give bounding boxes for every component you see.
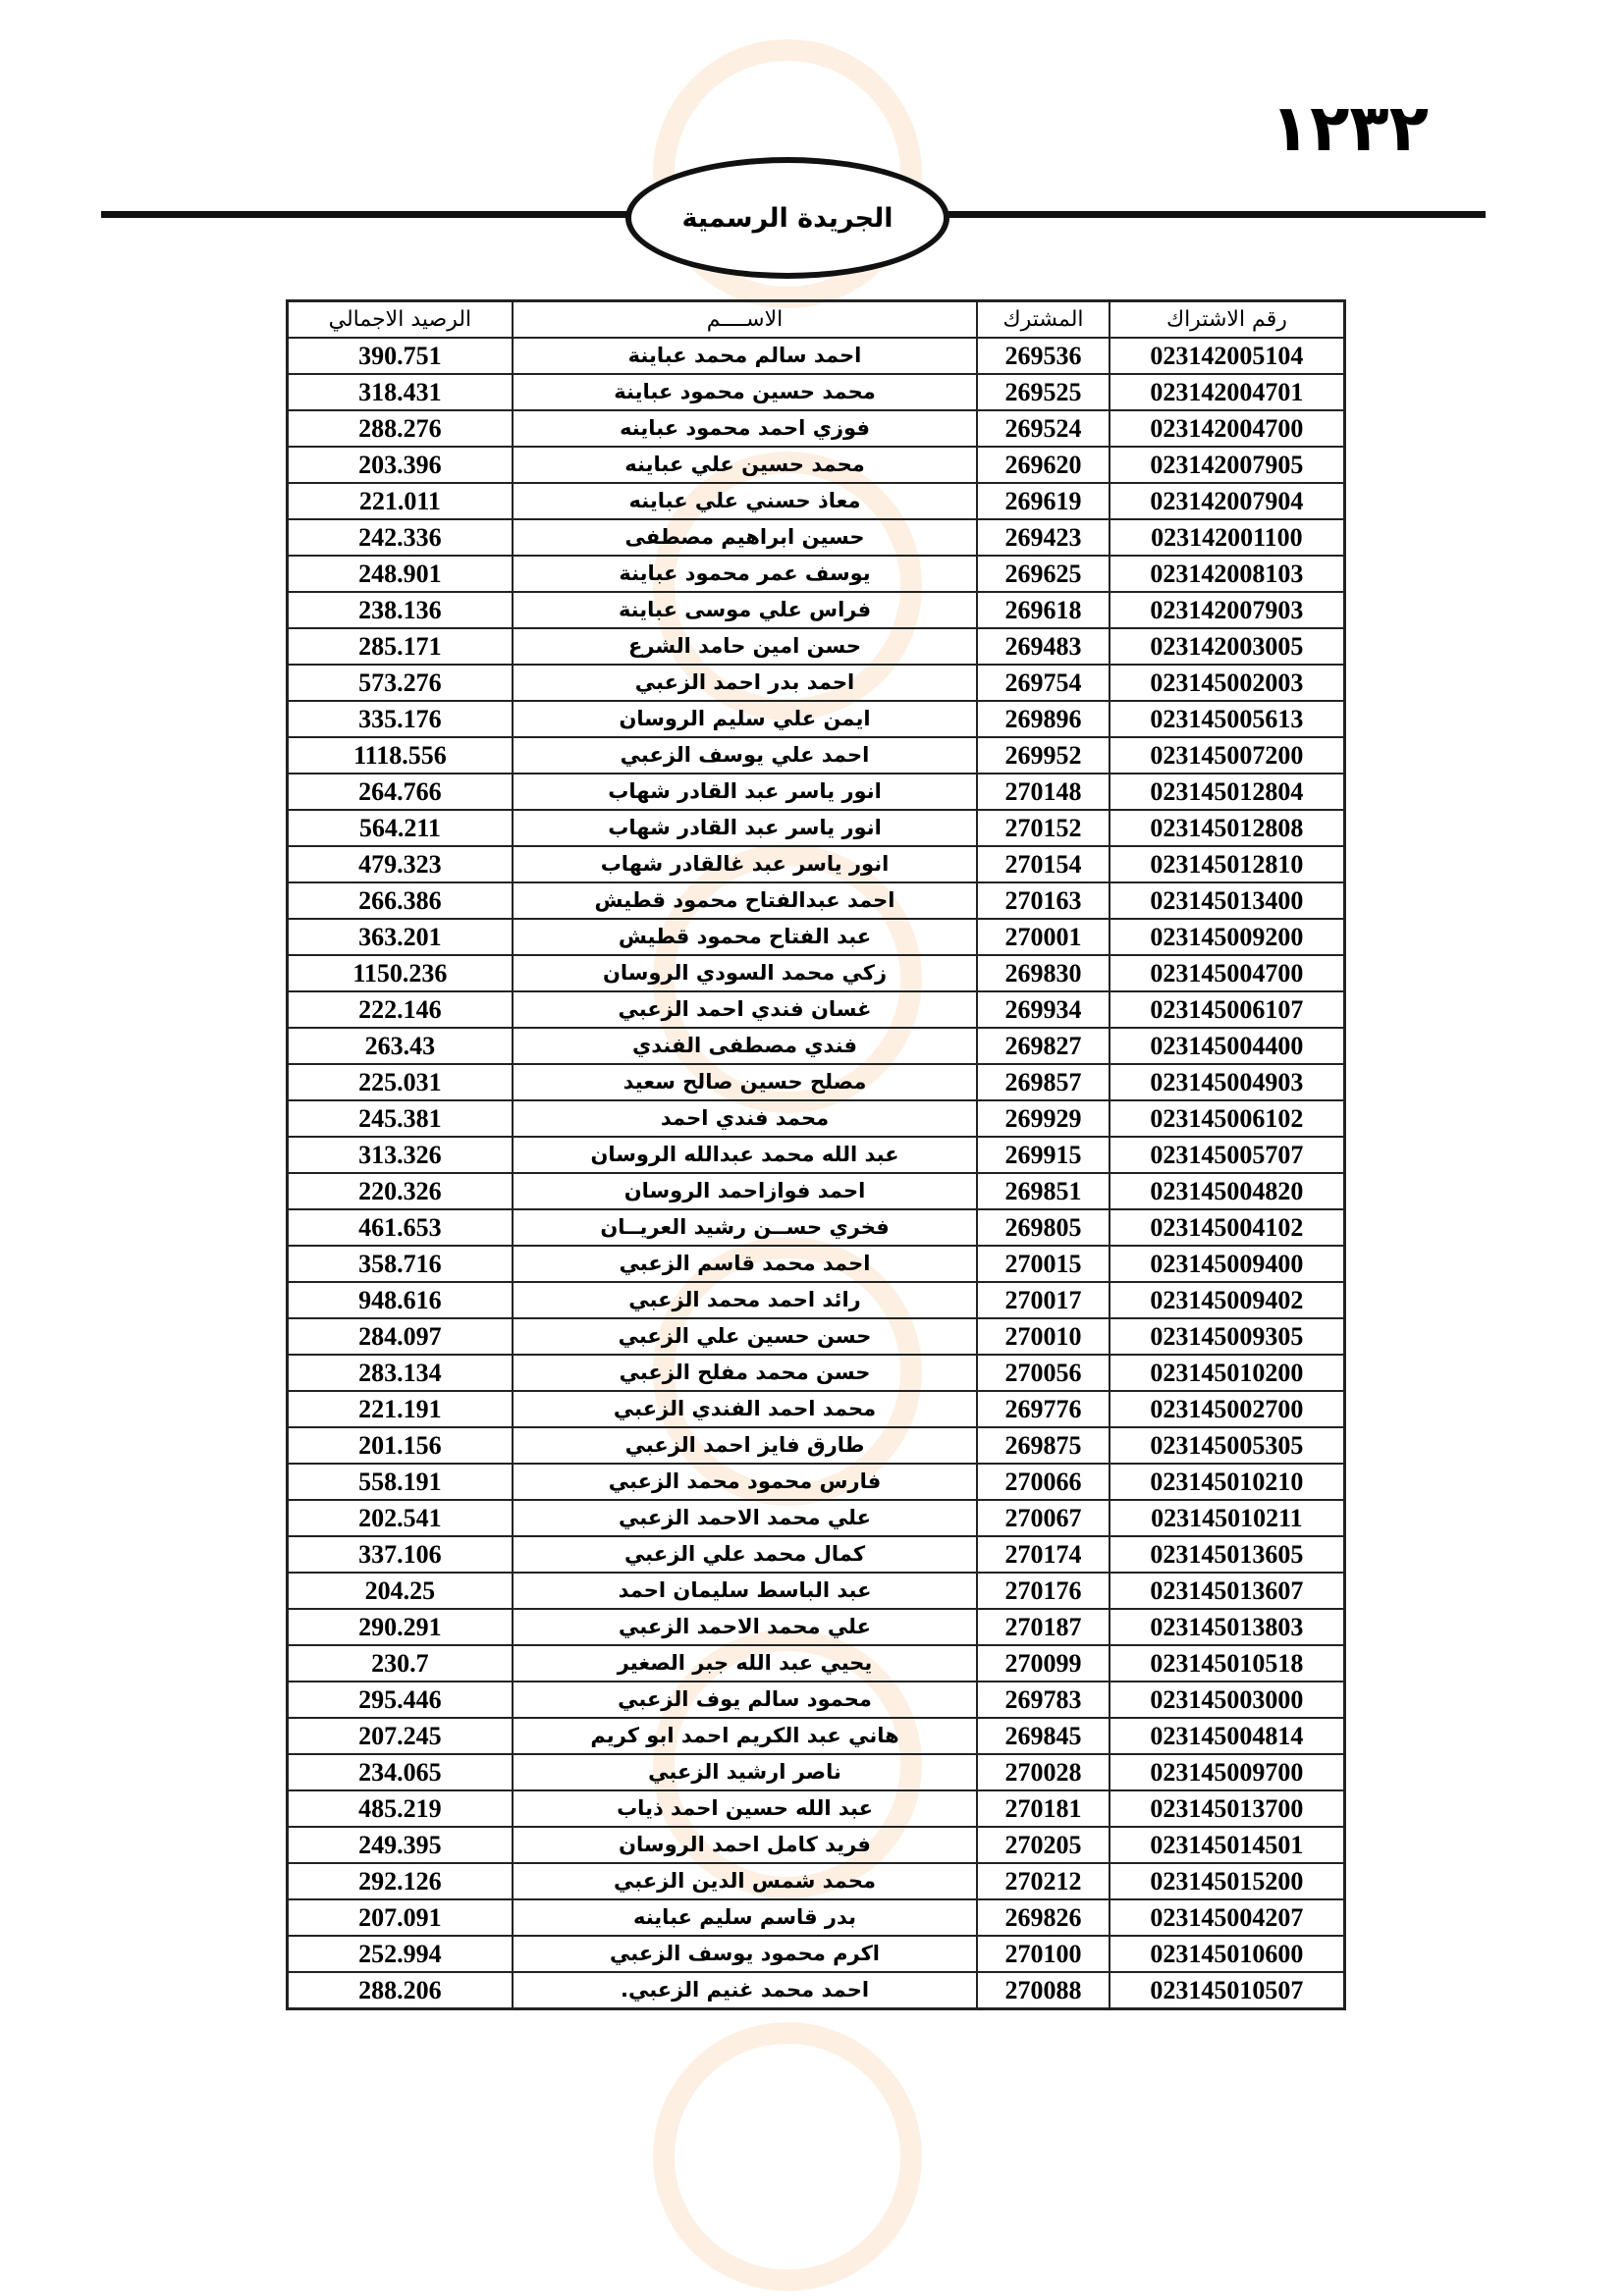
- account-number-cell: 023145013803: [1110, 1609, 1344, 1645]
- subscriber-cell: 269783: [977, 1682, 1110, 1718]
- table-row: [288, 556, 1344, 592]
- name-cell: محمود سالم يوف الزعبي: [513, 1682, 977, 1718]
- name-cell: يوسف عمر محمود عباينة: [513, 556, 977, 592]
- account-number-cell: 023145010210: [1110, 1464, 1344, 1500]
- name-cell: فوزي احمد محمود عباينه: [513, 410, 977, 447]
- subscriber-cell: 270099: [977, 1645, 1110, 1682]
- account-number-cell: 023145004814: [1110, 1718, 1344, 1754]
- table-row: [288, 1464, 1344, 1500]
- name-cell: عبد الله محمد عبدالله الروسان: [513, 1137, 977, 1173]
- name-cell: فندي مصطفى الفندي: [513, 1028, 977, 1064]
- balance-cell: 222.146: [288, 991, 513, 1028]
- table-row: [288, 955, 1344, 991]
- balance-cell: 288.276: [288, 410, 513, 447]
- balance-cell: 564.211: [288, 810, 513, 846]
- balance-cell: 204.25: [288, 1573, 513, 1609]
- account-number-cell: 023145003000: [1110, 1682, 1344, 1718]
- table-row: [288, 1972, 1344, 2008]
- balance-cell: 292.126: [288, 1863, 513, 1899]
- account-number-cell: 023142004700: [1110, 410, 1344, 447]
- account-number-cell: 023145004400: [1110, 1028, 1344, 1064]
- subscriber-cell: 270181: [977, 1790, 1110, 1827]
- account-number-cell: 023145004102: [1110, 1209, 1344, 1246]
- name-cell: احمد محمد قاسم الزعبي: [513, 1246, 977, 1282]
- balance-cell: 363.201: [288, 919, 513, 955]
- table-row: [288, 338, 1344, 374]
- balance-cell: 201.156: [288, 1427, 513, 1464]
- name-cell: احمد عبدالفتاح محمود قطيش: [513, 882, 977, 919]
- account-number-cell: 023145006102: [1110, 1100, 1344, 1137]
- account-number-cell: 023142001100: [1110, 519, 1344, 556]
- subscriber-cell: 269524: [977, 410, 1110, 447]
- name-cell: كمال محمد علي الزعبي: [513, 1536, 977, 1573]
- balance-cell: 295.446: [288, 1682, 513, 1718]
- account-number-cell: 023142008103: [1110, 556, 1344, 592]
- table-row: [288, 665, 1344, 701]
- balance-cell: 238.136: [288, 592, 513, 628]
- balance-cell: 263.43: [288, 1028, 513, 1064]
- balance-cell: 207.245: [288, 1718, 513, 1754]
- account-number-cell: 023145010518: [1110, 1645, 1344, 1682]
- subscriber-cell: 269754: [977, 665, 1110, 701]
- name-cell: انور ياسر عبد القادر شهاب: [513, 810, 977, 846]
- subscriber-cell: 269620: [977, 447, 1110, 483]
- name-cell: حسن امين حامد الشرع: [513, 628, 977, 665]
- name-cell: محمد حسين علي عباينه: [513, 447, 977, 483]
- subscriber-cell: 269525: [977, 374, 1110, 410]
- account-number-cell: 023145012808: [1110, 810, 1344, 846]
- name-cell: اكرم محمود يوسف الزعبي: [513, 1936, 977, 1972]
- name-cell: احمد سالم محمد عباينة: [513, 338, 977, 374]
- balance-cell: 207.091: [288, 1899, 513, 1936]
- subscriber-cell: 269536: [977, 338, 1110, 374]
- table-row: [288, 882, 1344, 919]
- subscriber-cell: 269857: [977, 1064, 1110, 1100]
- watermark-clock-icon: [653, 2022, 922, 2291]
- name-cell: حسين ابراهيم مصطفى: [513, 519, 977, 556]
- subscriber-cell: 270010: [977, 1318, 1110, 1355]
- name-cell: معاذ حسني علي عباينه: [513, 483, 977, 519]
- balance-cell: 558.191: [288, 1464, 513, 1500]
- table-row: [288, 1282, 1344, 1318]
- balance-cell: 573.276: [288, 665, 513, 701]
- balance-cell: 390.751: [288, 338, 513, 374]
- subscriber-cell: 269851: [977, 1173, 1110, 1209]
- name-cell: يحيي عبد الله جبر الصغير: [513, 1645, 977, 1682]
- account-number-cell: 023142007905: [1110, 447, 1344, 483]
- name-cell: احمد محمد غنيم الزعبي.: [513, 1972, 977, 2008]
- balance-cell: 249.395: [288, 1827, 513, 1863]
- table-row: [288, 919, 1344, 955]
- account-number-cell: 023145015200: [1110, 1863, 1344, 1899]
- subscriber-cell: 270148: [977, 774, 1110, 810]
- account-number-cell: 023145005305: [1110, 1427, 1344, 1464]
- account-number-cell: 023142004701: [1110, 374, 1344, 410]
- account-number-cell: 023145009402: [1110, 1282, 1344, 1318]
- table-row: [288, 1754, 1344, 1790]
- name-cell: مصلح حسين صالح سعيد: [513, 1064, 977, 1100]
- balance-cell: 283.134: [288, 1355, 513, 1391]
- table-row: [288, 810, 1344, 846]
- account-number-cell: 023142003005: [1110, 628, 1344, 665]
- table-row: [288, 592, 1344, 628]
- account-number-cell: 023145005613: [1110, 701, 1344, 737]
- account-number-cell: 023145007200: [1110, 737, 1344, 774]
- account-number-cell: 023145004820: [1110, 1173, 1344, 1209]
- header-title: [625, 157, 949, 279]
- column-header-subscriber: المشترك: [977, 301, 1110, 338]
- name-cell: احمد فوازاحمد الروسان: [513, 1173, 977, 1209]
- balance-cell: 485.219: [288, 1790, 513, 1827]
- name-cell: بدر قاسم سليم عباينه: [513, 1899, 977, 1936]
- name-cell: عبد الله حسين احمد ذياب: [513, 1790, 977, 1827]
- balance-cell: 318.431: [288, 374, 513, 410]
- account-number-cell: 023145010200: [1110, 1355, 1344, 1391]
- table-row: [288, 1790, 1344, 1827]
- account-number-cell: 023145013400: [1110, 882, 1344, 919]
- account-number-cell: 023145012804: [1110, 774, 1344, 810]
- balance-cell: 337.106: [288, 1536, 513, 1573]
- table-row: [288, 1318, 1344, 1355]
- name-cell: علي محمد الاحمد الزعبي: [513, 1609, 977, 1645]
- subscriber-cell: 269619: [977, 483, 1110, 519]
- subscriber-cell: 269776: [977, 1391, 1110, 1427]
- account-number-cell: 023145013605: [1110, 1536, 1344, 1573]
- balance-cell: 230.7: [288, 1645, 513, 1682]
- table-row: [288, 1137, 1344, 1173]
- balance-cell: 461.653: [288, 1209, 513, 1246]
- account-number-cell: 023145014501: [1110, 1827, 1344, 1863]
- subscriber-cell: 270212: [977, 1863, 1110, 1899]
- subscriber-cell: 269934: [977, 991, 1110, 1028]
- table-row: [288, 1863, 1344, 1899]
- subscriber-cell: 269423: [977, 519, 1110, 556]
- subscriber-cell: 269826: [977, 1899, 1110, 1936]
- subscriber-cell: 270067: [977, 1500, 1110, 1536]
- balance-cell: 221.191: [288, 1391, 513, 1427]
- table-row: [288, 737, 1344, 774]
- name-cell: فخري حســن رشيد العريــان: [513, 1209, 977, 1246]
- account-number-cell: 023145002003: [1110, 665, 1344, 701]
- account-number-cell: 023145002700: [1110, 1391, 1344, 1427]
- balance-cell: 203.396: [288, 447, 513, 483]
- subscribers-table: [286, 299, 1346, 2010]
- header-title-text: الجريدة الرسمية: [681, 202, 893, 234]
- table-row: [288, 1609, 1344, 1645]
- subscriber-cell: 269625: [977, 556, 1110, 592]
- table-row: [288, 701, 1344, 737]
- table-row: [288, 374, 1344, 410]
- subscriber-cell: 270152: [977, 810, 1110, 846]
- account-number-cell: 023145009700: [1110, 1754, 1344, 1790]
- subscriber-cell: 270174: [977, 1536, 1110, 1573]
- balance-cell: 285.171: [288, 628, 513, 665]
- table-row: [288, 1936, 1344, 1972]
- table-row: [288, 1536, 1344, 1573]
- account-number-cell: 023145004700: [1110, 955, 1344, 991]
- balance-cell: 290.291: [288, 1609, 513, 1645]
- table-row: [288, 774, 1344, 810]
- balance-cell: 234.065: [288, 1754, 513, 1790]
- table-row: [288, 1500, 1344, 1536]
- account-number-cell: 023145006107: [1110, 991, 1344, 1028]
- subscriber-cell: 270001: [977, 919, 1110, 955]
- table-row: [288, 519, 1344, 556]
- account-number-cell: 023145009200: [1110, 919, 1344, 955]
- balance-cell: 225.031: [288, 1064, 513, 1100]
- subscriber-cell: 270015: [977, 1246, 1110, 1282]
- name-cell: محمد احمد الفندي الزعبي: [513, 1391, 977, 1427]
- subscriber-cell: 270066: [977, 1464, 1110, 1500]
- account-number-cell: 023145013700: [1110, 1790, 1344, 1827]
- account-number-cell: 023142005104: [1110, 338, 1344, 374]
- subscriber-cell: 269929: [977, 1100, 1110, 1137]
- table-row: [288, 1899, 1344, 1936]
- subscriber-cell: 270187: [977, 1609, 1110, 1645]
- name-cell: احمد علي يوسف الزعبي: [513, 737, 977, 774]
- name-cell: عبد الفتاح محمود قطيش: [513, 919, 977, 955]
- account-number-cell: 023145010507: [1110, 1972, 1344, 2008]
- subscriber-cell: 270017: [977, 1282, 1110, 1318]
- page-number: ١٢٣٢: [1270, 90, 1429, 166]
- subscriber-cell: 270088: [977, 1972, 1110, 2008]
- balance-cell: 202.541: [288, 1500, 513, 1536]
- name-cell: عبد الباسط سليمان احمد: [513, 1573, 977, 1609]
- table-row: [288, 447, 1344, 483]
- name-cell: فراس علي موسى عباينة: [513, 592, 977, 628]
- name-cell: انور ياسر عبد غالقادر شهاب: [513, 846, 977, 882]
- balance-cell: 221.011: [288, 483, 513, 519]
- balance-cell: 284.097: [288, 1318, 513, 1355]
- name-cell: علي محمد الاحمد الزعبي: [513, 1500, 977, 1536]
- balance-cell: 479.323: [288, 846, 513, 882]
- subscriber-cell: 270163: [977, 882, 1110, 919]
- subscriber-cell: 269845: [977, 1718, 1110, 1754]
- table-row: [288, 1028, 1344, 1064]
- account-number-cell: 023145009400: [1110, 1246, 1344, 1282]
- name-cell: فريد كامل احمد الروسان: [513, 1827, 977, 1863]
- balance-cell: 948.616: [288, 1282, 513, 1318]
- table-row: [288, 846, 1344, 882]
- account-number-cell: 023145004207: [1110, 1899, 1344, 1936]
- table-row: [288, 483, 1344, 519]
- table-row: [288, 1173, 1344, 1209]
- subscriber-cell: 269618: [977, 592, 1110, 628]
- subscriber-cell: 269915: [977, 1137, 1110, 1173]
- subscriber-cell: 270176: [977, 1573, 1110, 1609]
- table-row: [288, 1573, 1344, 1609]
- name-cell: رائد احمد محمد الزعبي: [513, 1282, 977, 1318]
- name-cell: محمد شمس الدين الزعبي: [513, 1863, 977, 1899]
- subscriber-cell: 270205: [977, 1827, 1110, 1863]
- account-number-cell: 023145013607: [1110, 1573, 1344, 1609]
- name-cell: فارس محمود محمد الزعبي: [513, 1464, 977, 1500]
- table-row: [288, 1645, 1344, 1682]
- balance-cell: 288.206: [288, 1972, 513, 2008]
- account-number-cell: 023145005707: [1110, 1137, 1344, 1173]
- name-cell: غسان فندي احمد الزعبي: [513, 991, 977, 1028]
- table-row: [288, 1064, 1344, 1100]
- table-row: [288, 1355, 1344, 1391]
- subscriber-cell: 269830: [977, 955, 1110, 991]
- account-number-cell: 023145009305: [1110, 1318, 1344, 1355]
- table-row: [288, 991, 1344, 1028]
- balance-cell: 248.901: [288, 556, 513, 592]
- table-header-row: [288, 301, 1344, 338]
- balance-cell: 220.326: [288, 1173, 513, 1209]
- column-header-account: رقم الاشتراك: [1110, 301, 1344, 338]
- name-cell: هاني عبد الكريم احمد ابو كريم: [513, 1718, 977, 1754]
- name-cell: احمد بدر احمد الزعبي: [513, 665, 977, 701]
- subscriber-cell: 269483: [977, 628, 1110, 665]
- balance-cell: 264.766: [288, 774, 513, 810]
- name-cell: محمد حسين محمود عباينة: [513, 374, 977, 410]
- name-cell: ايمن علي سليم الروسان: [513, 701, 977, 737]
- name-cell: انور ياسر عبد القادر شهاب: [513, 774, 977, 810]
- table-row: [288, 1391, 1344, 1427]
- balance-cell: 1118.556: [288, 737, 513, 774]
- balance-cell: 242.336: [288, 519, 513, 556]
- balance-cell: 335.176: [288, 701, 513, 737]
- column-header-balance: الرصيد الاجمالي: [288, 301, 513, 338]
- name-cell: زكي محمد السودي الروسان: [513, 955, 977, 991]
- name-cell: حسن حسين علي الزعبي: [513, 1318, 977, 1355]
- table-row: [288, 410, 1344, 447]
- balance-cell: 245.381: [288, 1100, 513, 1137]
- account-number-cell: 023145010211: [1110, 1500, 1344, 1536]
- account-number-cell: 023142007903: [1110, 592, 1344, 628]
- account-number-cell: 023145012810: [1110, 846, 1344, 882]
- name-cell: محمد فندي احمد: [513, 1100, 977, 1137]
- subscriber-cell: 269952: [977, 737, 1110, 774]
- balance-cell: 1150.236: [288, 955, 513, 991]
- subscriber-cell: 270028: [977, 1754, 1110, 1790]
- name-cell: طارق فايز احمد الزعبي: [513, 1427, 977, 1464]
- subscriber-cell: 270100: [977, 1936, 1110, 1972]
- subscriber-cell: 270154: [977, 846, 1110, 882]
- account-number-cell: 023145004903: [1110, 1064, 1344, 1100]
- subscriber-cell: 269827: [977, 1028, 1110, 1064]
- table-row: [288, 1100, 1344, 1137]
- balance-cell: 313.326: [288, 1137, 513, 1173]
- balance-cell: 358.716: [288, 1246, 513, 1282]
- name-cell: حسن محمد مفلح الزعبي: [513, 1355, 977, 1391]
- balance-cell: 252.994: [288, 1936, 513, 1972]
- table-row: [288, 1209, 1344, 1246]
- table-row: [288, 1427, 1344, 1464]
- table-row: [288, 628, 1344, 665]
- account-number-cell: 023145010600: [1110, 1936, 1344, 1972]
- subscriber-cell: 269896: [977, 701, 1110, 737]
- table-row: [288, 1682, 1344, 1718]
- table-row: [288, 1718, 1344, 1754]
- account-number-cell: 023142007904: [1110, 483, 1344, 519]
- subscriber-cell: 270056: [977, 1355, 1110, 1391]
- table-row: [288, 1246, 1344, 1282]
- balance-cell: 266.386: [288, 882, 513, 919]
- subscriber-cell: 269805: [977, 1209, 1110, 1246]
- table-row: [288, 1827, 1344, 1863]
- column-header-name: الاســــم: [513, 301, 977, 338]
- subscriber-cell: 269875: [977, 1427, 1110, 1464]
- name-cell: ناصر ارشيد الزعبي: [513, 1754, 977, 1790]
